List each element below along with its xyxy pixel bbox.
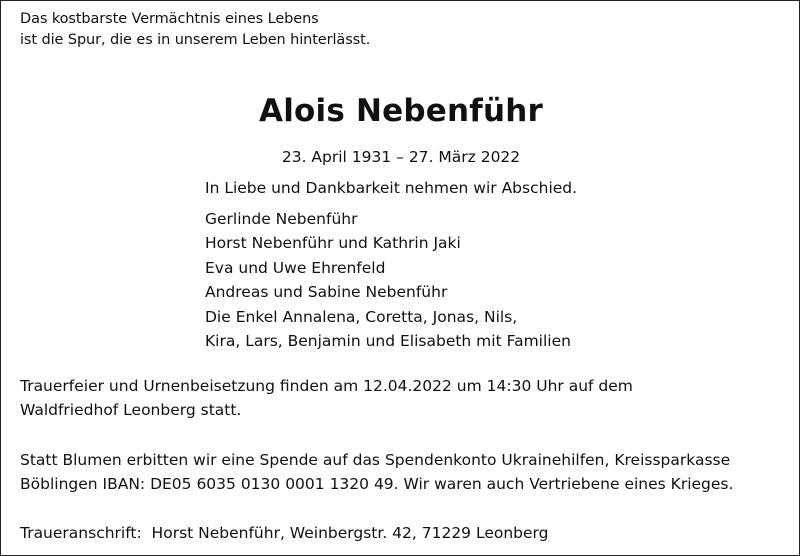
ceremony-info	[20, 374, 633, 422]
mourner-entry: Gerlinde Nebenführ	[205, 210, 358, 228]
motto-line-1: Das kostbarste Vermächtnis eines Lebens	[20, 11, 319, 27]
life-dates: 23. April 1931 – 27. März 2022	[281, 148, 521, 166]
mourner-entry: Horst Nebenführ und Kathrin Jaki	[205, 234, 461, 253]
farewell-text: In Liebe und Dankbarkeit nehmen wir Abschied.	[205, 179, 578, 197]
donation-line-1: Statt Blumen erbitten wir eine Spende auf das Spendenkonto Ukrainehilfen, Kreissparkasse	[20, 451, 731, 469]
mourner-entry: Kira, Lars, Benjamin und Elisabeth mit Familien	[205, 332, 571, 351]
mourning-address: Traueranschrift: Horst Nebenführ, Weinbergstr. 42, 71229 Leonberg	[20, 524, 549, 542]
motto-line-2: ist die Spur, die es in unserem Leben hinterlässt.	[20, 32, 371, 48]
mourners-list	[205, 207, 571, 353]
motto-quote	[20, 9, 370, 51]
mourner-entry: Andreas und Sabine Nebenführ	[205, 283, 448, 302]
ceremony-line-2: Waldfriedhof Leonberg statt.	[20, 401, 242, 419]
deceased-name: Alois Nebenführ	[259, 93, 543, 129]
ceremony-line-1: Trauerfeier und Urnenbeisetzung finden am 12.04.2022 um 14:30 Uhr auf dem	[20, 377, 633, 395]
donation-info	[20, 448, 733, 496]
mourner-entry: Die Enkel Annalena, Coretta, Jonas, Nils,	[205, 307, 518, 326]
donation-line-2: Böblingen IBAN: DE05 6035 0130 0001 1320 49. Wir waren auch Vertriebene eines Krieges.	[20, 475, 734, 493]
mourner-entry: Eva und Uwe Ehrenfeld	[205, 258, 386, 277]
